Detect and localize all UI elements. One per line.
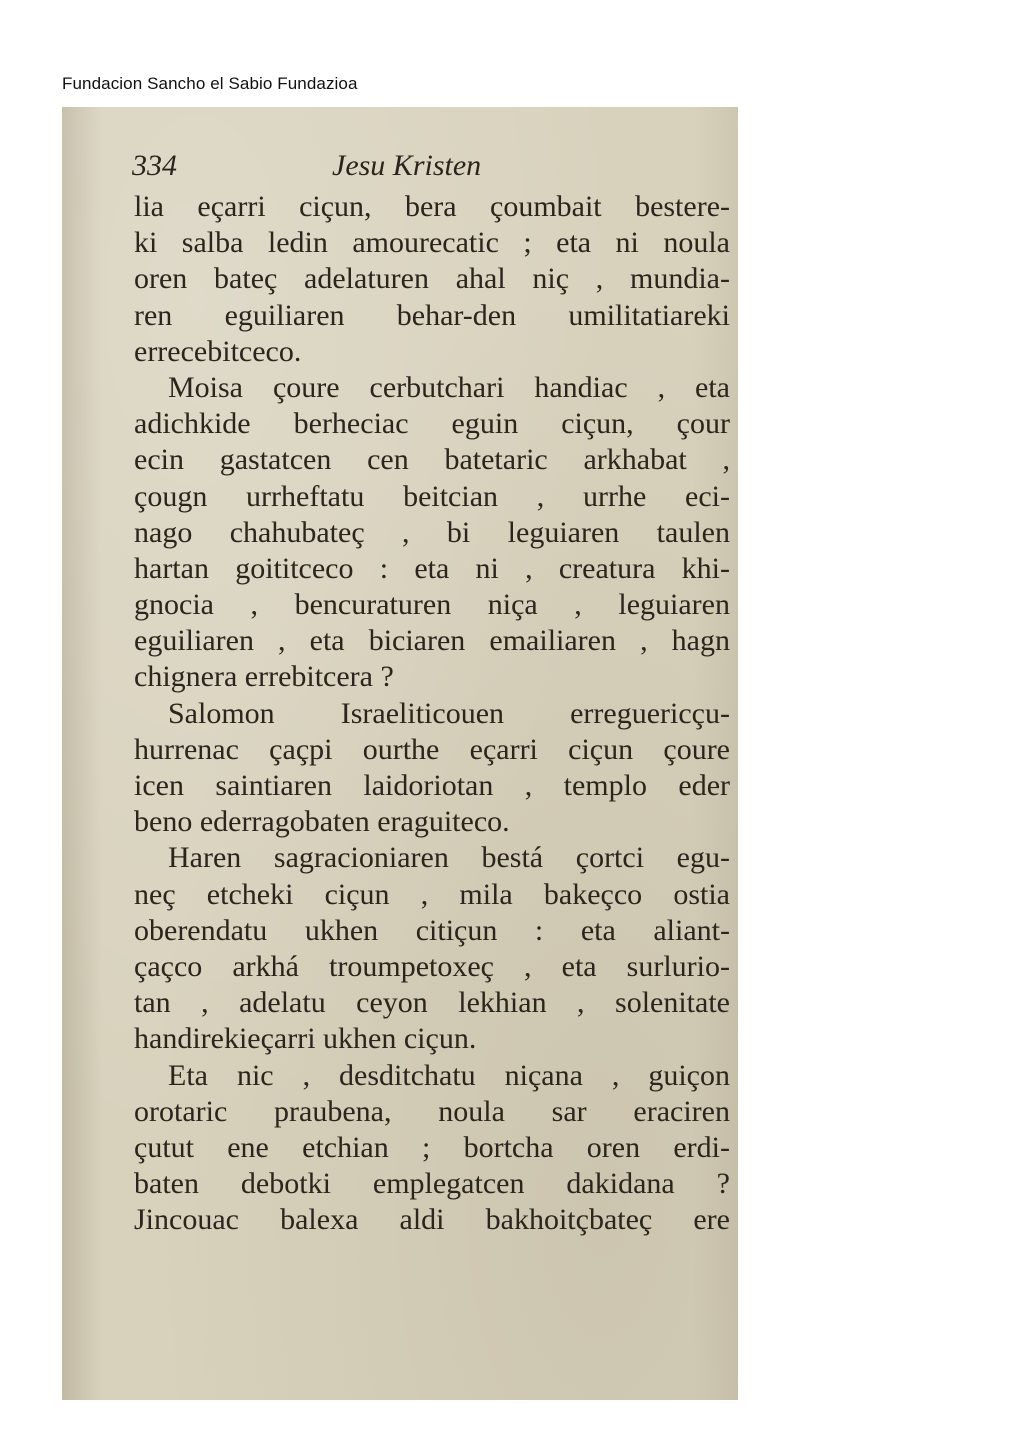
text-line: hartan goititceco : eta ni , creatura khi- — [134, 551, 730, 585]
source-label: Fundacion Sancho el Sabio Fundazioa — [62, 74, 358, 93]
text-line: errecebitceco. — [134, 334, 302, 368]
page-number: 334 — [132, 149, 177, 182]
text-line: nago chahubateç , bi leguiaren taulen — [134, 515, 730, 549]
text-line: Jincouac balexa aldi bakhoitçbateç ere — [134, 1203, 730, 1237]
text-line: baten debotki emplegatcen dakidana ? — [134, 1167, 730, 1201]
page-header — [132, 149, 652, 183]
text-line: beno ederragobaten eraguiteco. — [134, 805, 510, 839]
text-line: chignera errebitcera ? — [134, 660, 394, 694]
text-line: orotaric praubena, noula sar eraciren — [134, 1094, 730, 1128]
text-line: lia eçarri ciçun, bera çoumbait bestere- — [134, 190, 730, 223]
text-line: Haren sagracioniaren bestá çortci egu- — [168, 841, 730, 875]
text-line: ecin gastatcen cen batetaric arkhabat , — [134, 443, 730, 477]
running-title: Jesu Kristen — [332, 149, 482, 182]
text-line: adichkide berheciac eguin ciçun, çour — [134, 407, 730, 441]
text-line: Salomon Israeliticouen erreguericçu- — [168, 696, 730, 730]
text-line: eguiliaren , eta biciaren emailiaren , hagn — [134, 624, 730, 658]
text-line: ren eguiliaren behar-den umilitatiareki — [134, 298, 730, 332]
text-line: neç etcheki ciçun , mila bakeçco ostia — [134, 877, 730, 911]
text-line: icen saintiaren laidoriotan , templo eder — [134, 769, 730, 802]
text-line: çaçco arkhá troumpetoxeç , eta surlurio- — [134, 949, 730, 983]
text-line: ki salba ledin amourecatic ; eta ni noula — [134, 226, 730, 260]
text-line: handirekieçarri ukhen ciçun. — [134, 1022, 477, 1056]
scanned-page — [62, 107, 738, 1400]
text-line: tan , adelatu ceyon lekhian , solenitate — [134, 986, 730, 1020]
body-text — [134, 189, 730, 1238]
text-line: hurrenac çaçpi ourthe eçarri ciçun çoure — [134, 732, 730, 766]
text-line: gnocia , bencuraturen niça , leguiaren — [134, 588, 730, 622]
text-line: oberendatu ukhen citiçun : eta aliant- — [134, 913, 730, 947]
text-line: oren bateç adelaturen ahal niç , mundia- — [134, 262, 730, 296]
text-line: çougn urrheftatu beitcian , urrhe eci- — [134, 479, 730, 513]
text-line: Eta nic , desditchatu niçana , guiçon — [168, 1058, 730, 1092]
text-line: çutut ene etchian ; bortcha oren erdi- — [134, 1130, 730, 1164]
text-line: Moisa çoure cerbutchari handiac , eta — [168, 370, 730, 404]
